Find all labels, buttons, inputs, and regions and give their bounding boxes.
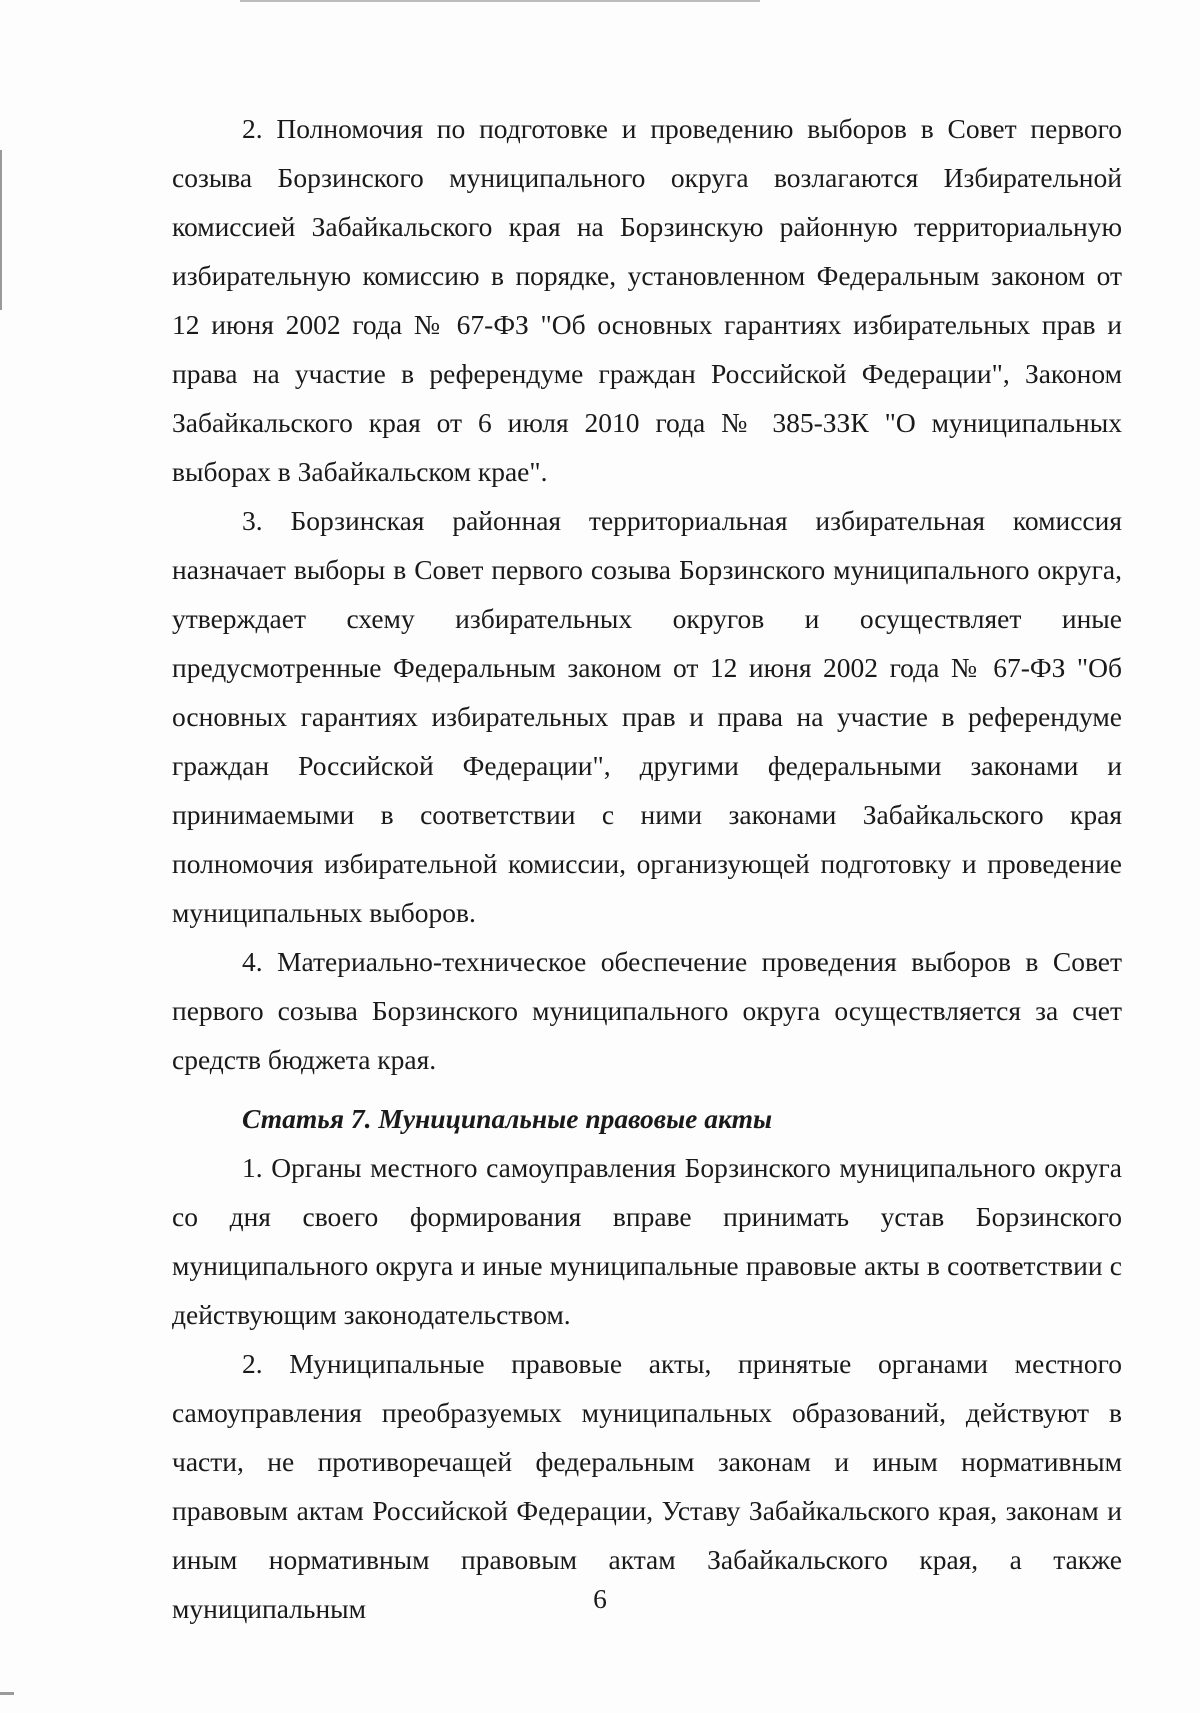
paragraph-3-commission-duties: 3. Борзинская районная территориальная избирательная комиссия назначает выборы в Совет первого созыва Борзинского муниципального округа, утверждает схему избирательных округов и осуществляет иные предусмотренные Федеральным законом от 12 июня 2002 года № 67-ФЗ "Об основных гарантиях избирательных прав и права на участие в референдуме граждан Российской Федерации", другими федеральными законами и принимаемыми в соответствии с ними законами Забайкальского края полномочия избирательной комиссии, организующей подготовку и проведение муниципальных выборов. [172,505,1122,928]
scan-edge-left [0,150,2,310]
page-number: 6 [593,1583,607,1614]
article-7-paragraph-2: 2. Муниципальные правовые акты, принятые органами местного самоуправления преобразуемых муниципальных образований, действуют в части, не противоречащей федеральным законам и иным нормативным правовым актам Российской Федерации, Уставу Забайкальского края, законам и иным нормативным правовым актам Забайкальского края, а также муниципальным [172,1348,1122,1624]
article-7-paragraph-1: 1. Органы местного самоуправления Борзинского муниципального округа со дня своего формирования вправе принимать устав Борзинского муниципального округа и иные муниципальные правовые акты в соответствии с действующим законодательством. [172,1152,1122,1330]
paragraph-2-election-powers: 2. Полномочия по подготовке и проведению выборов в Совет первого созыва Борзинского муниципального округа возлагаются Избирательной комиссией Забайкальского края на Борзинскую районную территориальную избирательную комиссию в порядке, установленном Федеральным законом от 12 июня 2002 года № 67-ФЗ "Об основных гарантиях избирательных прав и права на участие в референдуме граждан Российской Федерации", Законом Забайкальского края от 6 июля 2010 года № 385-ЗЗК "О муниципальных выборах в Забайкальском крае". [172,113,1122,487]
scan-edge-bottom [0,1692,14,1695]
document-body [172,104,1122,1633]
paragraph-4-funding: 4. Материально-техническое обеспечение проведения выборов в Совет первого созыва Борзинского муниципального округа осуществляется за счет средств бюджета края. [172,946,1122,1075]
article-7-heading: Статья 7. Муниципальные правовые акты [242,1103,773,1134]
scan-edge-top [240,0,760,2]
